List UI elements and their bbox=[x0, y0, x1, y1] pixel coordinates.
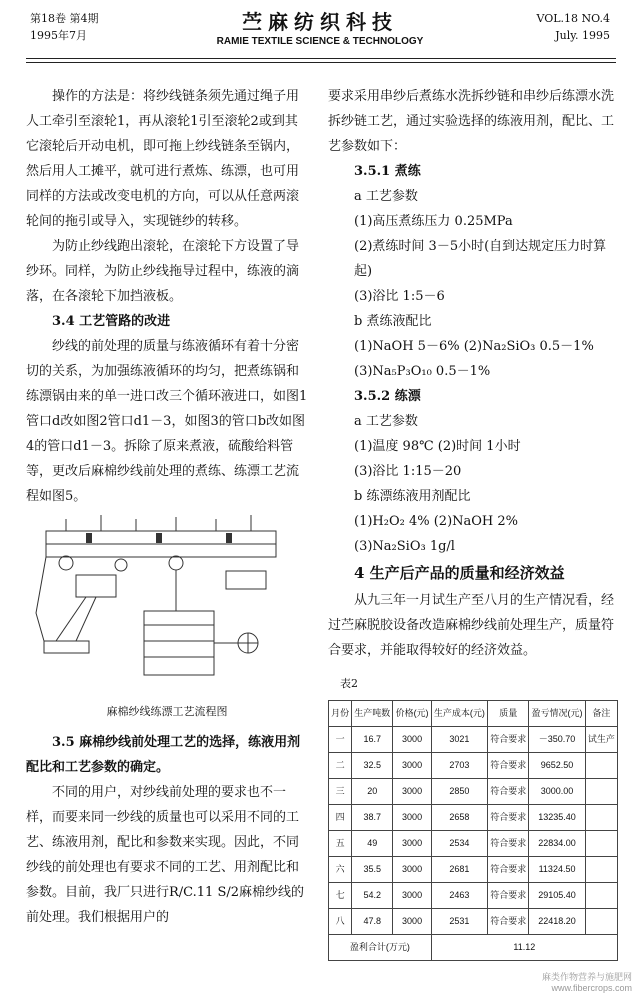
table-header-row bbox=[329, 701, 618, 727]
table-cell: 3000 bbox=[393, 831, 431, 857]
bleaching-liquor-ratio-1: (1)H₂O₂ 4% (2)NaOH 2% bbox=[354, 514, 519, 529]
table-cell: 七 bbox=[329, 883, 352, 909]
table-cell: 符合要求 bbox=[488, 909, 529, 935]
table-cell: 29105.40 bbox=[529, 883, 585, 909]
table-cell: 2703 bbox=[431, 753, 487, 779]
table-cell: 三 bbox=[329, 779, 352, 805]
table-cell: 符合要求 bbox=[488, 753, 529, 779]
header-cost: 生产成本(元) bbox=[431, 701, 487, 727]
param-temperature-time: (1)温度 98℃ (2)时间 1小时 bbox=[354, 439, 521, 454]
table-cell bbox=[585, 805, 617, 831]
header-profit: 盈亏情况(元) bbox=[529, 701, 585, 727]
table-cell: 13235.40 bbox=[529, 805, 585, 831]
header-price: 价格(元) bbox=[393, 701, 431, 727]
table-cell: 3000 bbox=[393, 909, 431, 935]
left-paragraph-4: 不同的用户，对纱线前处理的要求也不一样，而要来同一纱线的质量也可以采用不同的工艺、练液用剂，配比和参数来实现。因此，不同纱线的前处理也有要求不同的工艺、用剂配比和参数。目前，我厂只进行R/C.11 S/2麻棉纱线的前处理。我们根据用户的 bbox=[26, 785, 305, 925]
table-cell: 符合要求 bbox=[488, 805, 529, 831]
table-cell: 二 bbox=[329, 753, 352, 779]
table-cell: 47.8 bbox=[352, 909, 393, 935]
header-note: 备注 bbox=[585, 701, 617, 727]
header-tons: 生产吨数 bbox=[352, 701, 393, 727]
table-cell: 五 bbox=[329, 831, 352, 857]
header-quality: 质量 bbox=[488, 701, 529, 727]
watermark-line-2: www.fibercrops.com bbox=[551, 983, 632, 993]
table-cell: 3000 bbox=[393, 857, 431, 883]
table-cell: 3000 bbox=[393, 883, 431, 909]
table-cell: 符合要求 bbox=[488, 857, 529, 883]
table-row bbox=[329, 805, 618, 831]
table-cell: 22834.00 bbox=[529, 831, 585, 857]
table-cell: 六 bbox=[329, 857, 352, 883]
right-column bbox=[328, 84, 620, 961]
param-pressure: (1)高压煮练压力 0.25MPa bbox=[354, 214, 513, 229]
table-cell: 符合要求 bbox=[488, 831, 529, 857]
table-row bbox=[329, 909, 618, 935]
bleaching-liquor-ratio-2: (3)Na₂SiO₃ 1g/l bbox=[354, 539, 455, 554]
production-table bbox=[328, 700, 618, 961]
process-params-heading-2: a 工艺参数 bbox=[354, 414, 418, 429]
table-cell: 3000 bbox=[393, 753, 431, 779]
left-paragraph-3: 纱线的前处理的质量与练液循环有着十分密切的关系，为加强练液循环的均匀，把煮练锅和练漂锅由来的单一进口改三个循环液进口，如图1管口d改如图2管口d1－3，如图3的管口b改如图4的管口d1－3。拆除了原来煮液，硫酸给料管等，更改后麻棉纱线前处理的煮练、练漂工艺流程如图5。 bbox=[26, 339, 308, 504]
scouring-liquor-ratios: (1)NaOH 5－6% (2)Na₂SiO₃ 0.5－1% (3)Na₅P₃O₁₀ 0.5－1% bbox=[354, 339, 594, 379]
table-cell: 3000 bbox=[393, 805, 431, 831]
table-cell: 38.7 bbox=[352, 805, 393, 831]
section-3-5-heading: 3.5 麻棉纱线前处理工艺的选择，练液用剂配比和工艺参数的确定。 bbox=[26, 735, 301, 775]
table-cell: 22418.20 bbox=[529, 909, 585, 935]
section-3-5-2-heading: 3.5.2 练漂 bbox=[354, 389, 421, 404]
table-row bbox=[329, 779, 618, 805]
date-cn: 1995年7月 bbox=[30, 29, 87, 42]
table-cell: 20 bbox=[352, 779, 393, 805]
table-cell: 3021 bbox=[431, 727, 487, 753]
journal-title-cn: 苎麻纺织科技 bbox=[242, 10, 398, 34]
table-cell: 11324.50 bbox=[529, 857, 585, 883]
table-cell: 符合要求 bbox=[488, 727, 529, 753]
table-row bbox=[329, 857, 618, 883]
watermark-line-1: 麻类作物营养与施肥网 bbox=[541, 972, 632, 982]
table-cell: 3000 bbox=[393, 779, 431, 805]
right-paragraph-1: 要求采用串纱后煮练水洗拆纱链和串纱后练漂水洗拆纱链工艺，通过实验选择的练液用剂，配比、工艺参数如下： bbox=[328, 89, 615, 154]
table-cell: 八 bbox=[329, 909, 352, 935]
total-value: 11.12 bbox=[431, 935, 617, 961]
param-scouring-time: (2)煮练时间 3－5小时(自到达规定压力时算起) bbox=[354, 239, 607, 279]
param-bath-ratio-1: (3)浴比 1:5－6 bbox=[354, 289, 445, 304]
left-paragraph-1: 操作的方法是：将纱线链条须先通过绳子用人工牵引至滚轮1，再从滚轮1引至滚轮2或到其它滚轮后开动电机，即可拖上纱线链条至锅内，然后用人工摊平，就可进行煮炼、练漂，也可用同样的方法或改变电机的方向，可以从任意两滚轮间的拖引或导入，实现链纱的转移。 bbox=[26, 89, 300, 229]
table-cell: 2850 bbox=[431, 779, 487, 805]
watermark bbox=[542, 972, 632, 994]
table-cell bbox=[585, 857, 617, 883]
date-en: July. 1995 bbox=[555, 29, 610, 42]
table-cell: 54.2 bbox=[352, 883, 393, 909]
table-cell bbox=[585, 779, 617, 805]
section-3-5-1-heading: 3.5.1 煮练 bbox=[354, 164, 421, 179]
process-params-heading-1: a 工艺参数 bbox=[354, 189, 418, 204]
bleaching-liquor-heading: b 练漂练液用剂配比 bbox=[354, 489, 471, 504]
table-cell: 符合要求 bbox=[488, 779, 529, 805]
table-cell: 16.7 bbox=[352, 727, 393, 753]
header-right bbox=[536, 10, 610, 44]
table-cell bbox=[585, 909, 617, 935]
volume-cn: 第18卷 第4期 bbox=[30, 12, 99, 25]
table-cell: 3000.00 bbox=[529, 779, 585, 805]
table-cell: 试生产 bbox=[585, 727, 617, 753]
table-cell: 2531 bbox=[431, 909, 487, 935]
table-cell: 一 bbox=[329, 727, 352, 753]
table-cell: －350.70 bbox=[529, 727, 585, 753]
table-row bbox=[329, 831, 618, 857]
page-header bbox=[0, 0, 640, 58]
table-cell bbox=[585, 883, 617, 909]
scouring-liquor-heading: b 煮练液配比 bbox=[354, 314, 432, 329]
total-label: 盈利合计(万元) bbox=[329, 935, 432, 961]
table-cell: 49 bbox=[352, 831, 393, 857]
header-month: 月份 bbox=[329, 701, 352, 727]
table-cell: 9652.50 bbox=[529, 753, 585, 779]
table-cell: 2463 bbox=[431, 883, 487, 909]
left-column bbox=[26, 84, 308, 930]
table-row bbox=[329, 753, 618, 779]
section-4-heading: 4 生产后产品的质量和经济效益 bbox=[354, 564, 565, 582]
table-cell: 2534 bbox=[431, 831, 487, 857]
right-paragraph-2: 从九三年一月试生产至八月的生产情况看，经过苎麻脱胶设备改造麻棉纱线前处理生产，质量符合要求，并能取得较好的经济效益。 bbox=[328, 593, 615, 658]
process-flow-figure bbox=[26, 513, 306, 699]
header-rule-top bbox=[26, 58, 616, 59]
table-cell bbox=[585, 831, 617, 857]
table-cell: 2681 bbox=[431, 857, 487, 883]
param-bath-ratio-2: (3)浴比 1:15－20 bbox=[354, 464, 462, 479]
table-row bbox=[329, 883, 618, 909]
table-cell: 35.5 bbox=[352, 857, 393, 883]
table-cell: 32.5 bbox=[352, 753, 393, 779]
volume-en: VOL.18 NO.4 bbox=[536, 12, 610, 25]
table-row bbox=[329, 727, 618, 753]
header-rule-bottom bbox=[26, 62, 616, 63]
table-cell: 四 bbox=[329, 805, 352, 831]
figure-caption: 麻棉纱线练漂工艺流程图 bbox=[106, 705, 228, 718]
table-cell: 符合要求 bbox=[488, 883, 529, 909]
process-flow-diagram bbox=[26, 513, 306, 699]
table-total-row bbox=[329, 935, 618, 961]
section-3-4-heading: 3.4 工艺管路的改进 bbox=[52, 314, 171, 329]
table-cell bbox=[585, 753, 617, 779]
table-title: 表2 bbox=[340, 677, 358, 690]
journal-title-en: RAMIE TEXTILE SCIENCE & TECHNOLOGY bbox=[216, 36, 424, 47]
left-paragraph-2: 为防止纱线跑出滚轮，在滚轮下方设置了导纱环。同样，为防止纱线拖导过程中，练液的滴落，在各滚轮下加挡液板。 bbox=[26, 239, 300, 304]
table-body bbox=[329, 727, 618, 935]
table-cell: 2658 bbox=[431, 805, 487, 831]
table-cell: 3000 bbox=[393, 727, 431, 753]
